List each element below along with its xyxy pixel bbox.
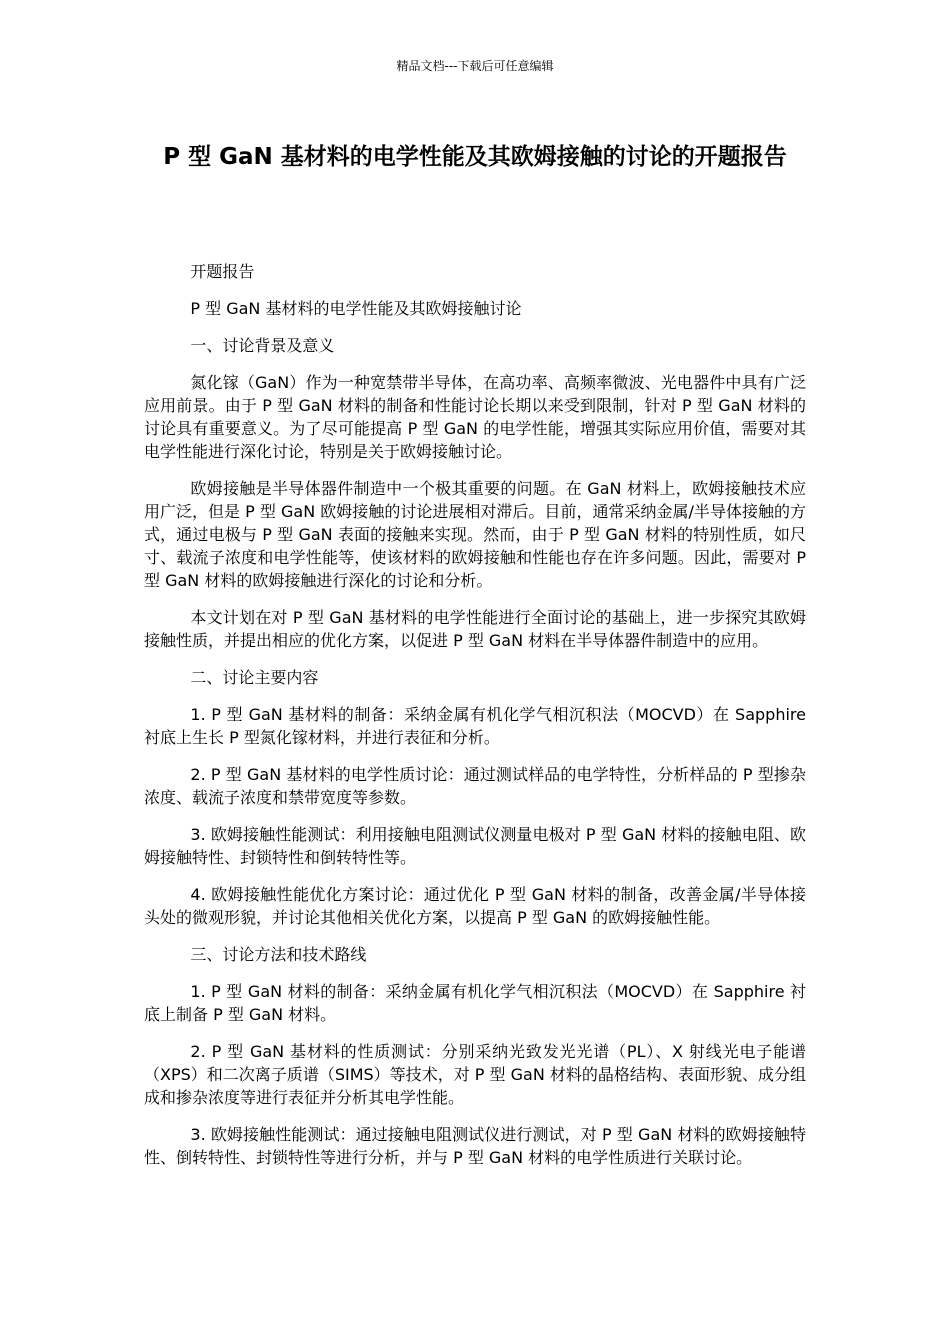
list-item: 3. 欧姆接触性能测试：通过接触电阻测试仪进行测试，对 P 型 GaN 材料的欧姆接触特性、倒转特性、封锁特性等进行分析，并与 P 型 GaN 材料的电学性质进行关联讨论。 xyxy=(144,1125,806,1167)
section-heading-methods: 三、讨论方法和技术路线 xyxy=(190,945,367,964)
list-item: 1. P 型 GaN 基材料的制备：采纳金属有机化学气相沉积法（MOCVD）在 Sapphire 衬底上生长 P 型氮化镓材料，并进行表征和分析。 xyxy=(144,705,806,747)
paragraph: 氮化镓（GaN）作为一种宽禁带半导体，在高功率、高频率微波、光电器件中具有广泛应用前景。由于 P 型 GaN 材料的制备和性能讨论长期以来受到限制，针对 P 型 GaN 材料的讨论具有重要意义。为了尽可能提高 P 型 GaN 的电学性能，增强其实际应用价值，需要对其电学性能进行深化讨论，特别是关于欧姆接触讨论。 xyxy=(144,373,806,461)
list-item: 4. 欧姆接触性能优化方案讨论：通过优化 P 型 GaN 材料的制备，改善金属/半导体接头处的微观形貌，并讨论其他相关优化方案，以提高 P 型 GaN 的欧姆接触性能。 xyxy=(144,885,806,927)
document-body xyxy=(144,260,806,1183)
paragraph: 本文计划在对 P 型 GaN 基材料的电学性能进行全面讨论的基础上，进一步探究其欧姆接触性质，并提出相应的优化方案，以促进 P 型 GaN 材料在半导体器件制造中的应用。 xyxy=(144,608,806,650)
list-item: 3. 欧姆接触性能测试：利用接触电阻测试仪测量电极对 P 型 GaN 材料的接触电阻、欧姆接触特性、封锁特性和倒转特性等。 xyxy=(144,825,806,867)
section-label-report: 开题报告 xyxy=(190,262,255,281)
list-item: 2. P 型 GaN 基材料的性质测试：分别采纳光致发光光谱（PL）、X 射线光电子能谱（XPS）和二次离子质谱（SIMS）等技术，对 P 型 GaN 材料的晶格结构、表面形貌、成分组成和掺杂浓度等进行表征并分析其电学性能。 xyxy=(144,1042,806,1107)
section-heading-content: 二、讨论主要内容 xyxy=(190,668,319,687)
header-note: 精品文档---下载后可任意编辑 xyxy=(396,59,554,73)
list-item: 2. P 型 GaN 基材料的电学性质讨论：通过测试样品的电学特性，分析样品的 P 型掺杂浓度、载流子浓度和禁带宽度等参数。 xyxy=(144,765,806,807)
list-item: 1. P 型 GaN 材料的制备：采纳金属有机化学气相沉积法（MOCVD）在 Sapphire 衬底上制备 P 型 GaN 材料。 xyxy=(144,982,806,1024)
paragraph: 欧姆接触是半导体器件制造中一个极其重要的问题。在 GaN 材料上，欧姆接触技术应用广泛，但是 P 型 GaN 欧姆接触的讨论进展相对滞后。目前，通常采纳金属/半导体接触的方式，通过电极与 P 型 GaN 表面的接触来实现。然而，由于 P 型 GaN 材料的特别性质，如尺寸、载流子浓度和电学性能等，使该材料的欧姆接触和性能也存在许多问题。因此，需要对 P 型 GaN 材料的欧姆接触进行深化的讨论和分析。 xyxy=(144,479,806,590)
section-heading-background: 一、讨论背景及意义 xyxy=(190,336,335,355)
document-title: P 型 GaN 基材料的电学性能及其欧姆接触的讨论的开题报告 xyxy=(163,144,787,170)
subtitle: P 型 GaN 基材料的电学性能及其欧姆接触讨论 xyxy=(190,299,522,318)
